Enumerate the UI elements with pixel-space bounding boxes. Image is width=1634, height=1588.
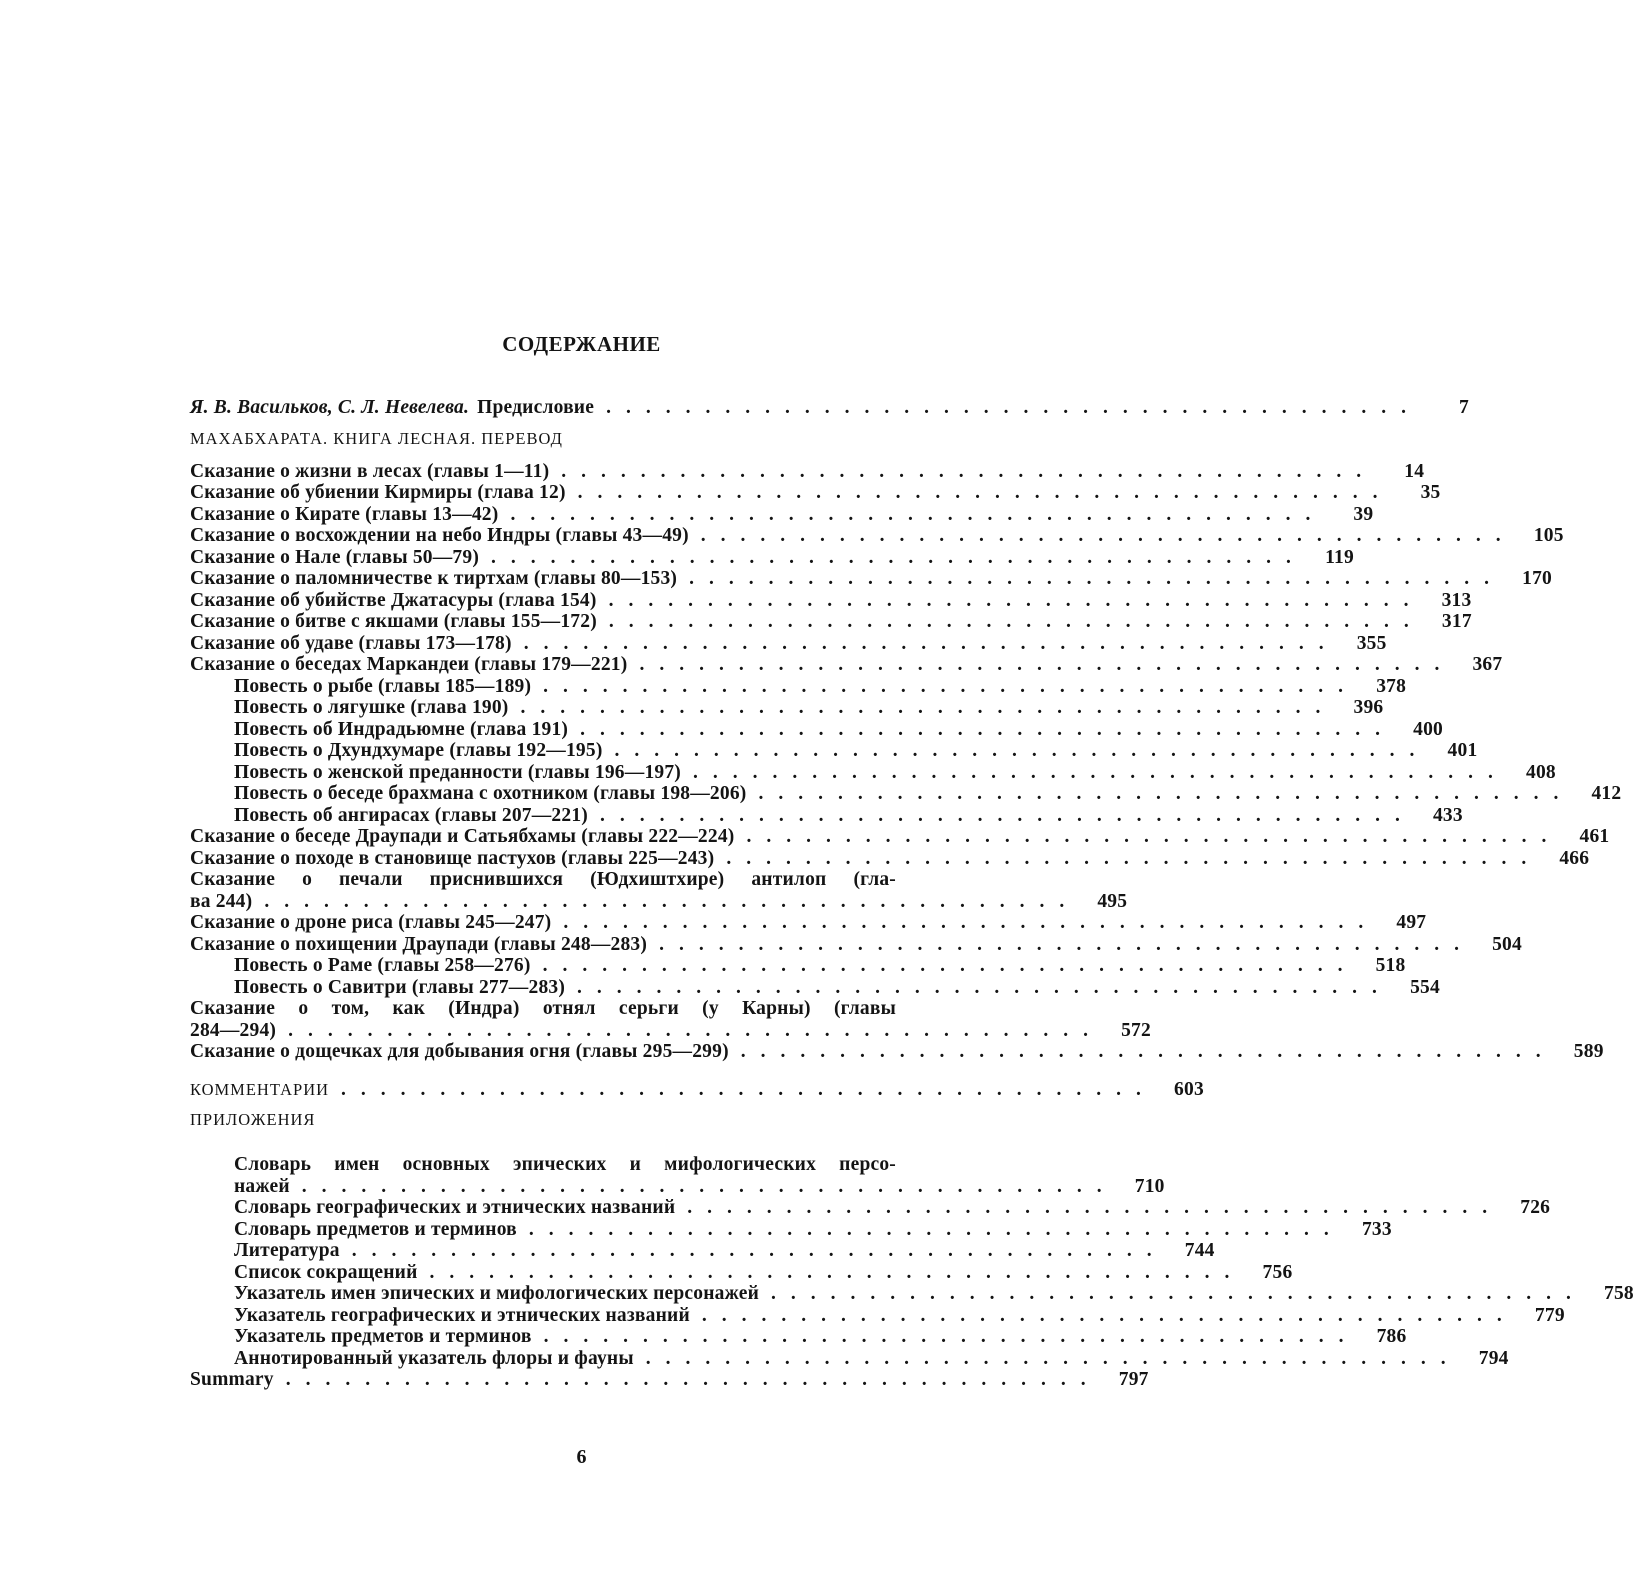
toc-entry [190,654,1503,676]
dot-leader: ......................................... [614,740,1430,761]
dot-leader: ......................................... [700,525,1516,546]
page-title: СОДЕРЖАНИЕ [502,332,661,356]
entry-title: Сказание о похищении Драупади (главы 248—283) [190,933,648,955]
dot-leader: ......................................... [563,912,1379,933]
entry-title: Повесть об ангирасах (главы 207—221) [234,804,588,826]
dot-leader: ......................................... [771,1283,1586,1304]
toc-entry [234,783,1622,805]
page-number: 6 [576,1446,587,1468]
entry-title: Указатель географических и этнических названий [234,1304,690,1326]
dot-leader: ......................................... [608,589,1424,611]
toc-entry [190,546,1354,569]
toc-entry [190,912,1427,934]
toc-entry [190,847,1590,870]
entry-title: Повесть об Индрадьюмне (глава 191) [234,718,569,740]
dot-leader: ......................................... [740,1041,1556,1062]
summary-label: Summary [190,1369,274,1390]
page-ref: 710 [1134,1175,1165,1197]
entry-title-continued: нажей [234,1175,290,1197]
dot-leader: ......................................... [726,847,1542,869]
toc-entry [234,1197,1551,1219]
page-ref: 756 [1262,1261,1293,1283]
page-ref: 779 [1534,1304,1565,1326]
toc-entry [234,1218,1392,1241]
page-ref: 35 [1420,482,1441,503]
toc-entry [190,460,1425,483]
dot-leader: ......................................... [285,1369,1101,1390]
entry-title: Сказание о беседе Драупади и Сатьябхамы (главы 222—224) [190,826,735,847]
toc-entry-preface [190,397,1469,419]
page-ref: 758 [1604,1283,1634,1304]
page-ref: 518 [1375,955,1406,976]
page-ref: 105 [1533,525,1564,546]
entry-title: Сказание о походе в становище пастухов (главы 225—243) [190,847,715,869]
toc-entry [190,611,1472,633]
dot-leader: ......................................... [577,976,1392,998]
toc-entry [190,998,1151,1041]
dot-leader: ......................................... [528,1218,1344,1240]
toc-entry [234,697,1384,719]
dot-leader: ......................................... [608,611,1424,632]
toc-entry-summary [190,1369,1149,1391]
page-ref: 572 [1121,1019,1151,1041]
page-ref: 313 [1441,589,1472,611]
entry-title: Повесть о Савитри (главы 277—283) [234,976,566,998]
toc-entry [234,718,1444,741]
toc-entry [190,869,1128,912]
entry-title: Сказание о Нале (главы 50—79) [190,546,480,568]
dot-leader: ......................................... [746,826,1562,847]
entry-title: Литература [234,1240,340,1261]
toc-entry [190,525,1564,547]
toc-entry [190,1041,1604,1063]
dot-leader: ......................................... [606,397,1421,418]
entry-title: Сказание о восхождении на небо Индры (главы 43—49) [190,525,689,546]
page-ref: 355 [1356,632,1387,654]
page-ref: 461 [1579,826,1610,847]
dot-leader: ......................................... [577,482,1393,503]
page-ref: 733 [1361,1218,1392,1240]
page-ref: 367 [1472,654,1503,675]
toc-entry [234,976,1440,999]
toc-entry [234,1261,1293,1284]
entry-title: Сказание об удаве (главы 173—178) [190,632,512,654]
entry-title: Повесть о Дхундхумаре (главы 192—195) [234,740,603,761]
dot-leader: ......................................... [645,1347,1461,1369]
toc-entry [234,675,1407,698]
toc-entry [234,1347,1509,1370]
page-ref: 401 [1447,740,1478,761]
commentary-label: КОММЕНТАРИИ [190,1079,330,1099]
page-ref: 497 [1396,912,1427,933]
toc-entries [190,460,1622,1063]
entry-title: Сказание об убиении Кирмиры (глава 12) [190,482,566,503]
page-ref: 396 [1353,697,1384,718]
toc-entry [234,1304,1565,1327]
toc-entry [234,1154,1165,1197]
entry-title: Сказание о печали приснившихся (Юдхиштхире) антилоп (гла- [190,869,896,890]
toc-entry [190,482,1441,504]
dot-leader: ......................................... [689,568,1504,589]
page-ref: 603 [1174,1078,1204,1100]
dot-leader: ......................................... [561,460,1377,482]
entry-title: Словарь предметов и терминов [234,1218,517,1240]
entry-title: Сказание о битве с якшами (главы 155—172) [190,611,597,632]
page-ref: 794 [1478,1347,1509,1369]
page-ref: 408 [1526,761,1556,783]
toc-entry [190,933,1522,956]
entry-title-continued: ва 244) [190,890,253,912]
preface-authors: Я. В. Васильков, С. Л. Невелева. [190,397,470,418]
page-ref: 412 [1591,783,1622,804]
toc-entry [234,1283,1634,1305]
dot-leader: ......................................... [429,1261,1245,1283]
dot-leader: ......................................... [687,1197,1503,1218]
entry-title: Повесть о беседе брахмана с охотником (главы 198—206) [234,783,747,804]
dot-leader: ......................................... [758,783,1574,804]
page-ref: 726 [1520,1197,1551,1218]
toc-entry [190,632,1387,655]
page-ref: 554 [1410,976,1440,998]
dot-leader: ......................................... [543,1326,1359,1347]
entry-title-continued: 284—294) [190,1019,277,1041]
dot-leader: ......................................... [510,503,1326,525]
page-ref: 39 [1353,503,1374,525]
dot-leader: ......................................... [520,697,1336,718]
dot-leader: ......................................... [599,804,1415,826]
entry-title: Сказание о Кирате (главы 13—42) [190,503,499,525]
dot-leader: ......................................... [659,933,1474,955]
dot-leader: ......................................... [341,1078,1156,1100]
toc-entry [190,826,1610,848]
section-heading-appendix: ПРИЛОЖЕНИЯ [190,1110,316,1129]
toc-entry-commentary [190,1078,1204,1101]
dot-leader: ......................................... [580,718,1396,740]
page-ref: 14 [1404,460,1425,482]
entry-title: Сказание о жизни в лесах (главы 1—11) [190,460,550,482]
preface-label: Предисловие [477,397,595,418]
dot-leader: ......................................... [288,1019,1103,1041]
entry-title: Словарь имен основных эпических и мифологических персо- [234,1154,896,1175]
toc-entry [190,568,1552,590]
entry-title: Указатель имен эпических и мифологических персонажей [234,1283,759,1304]
entry-title: Повесть о Раме (главы 258—276) [234,955,531,976]
dot-leader: ......................................... [264,890,1080,912]
page-ref: 786 [1376,1326,1407,1347]
dot-leader: ......................................... [301,1175,1117,1197]
dot-leader: ......................................... [542,955,1358,976]
toc-entry [234,740,1478,762]
page-ref: 466 [1559,847,1590,869]
entry-title: Словарь географических и этнических названий [234,1197,676,1218]
toc-entry [234,1240,1215,1262]
entry-title: Повесть о лягушке (глава 190) [234,697,509,718]
entry-title: Сказание об убийстве Джатасуры (глава 154) [190,589,597,611]
dot-leader: ......................................... [523,632,1339,654]
toc-entry [190,503,1374,526]
entry-title: Повесть о женской преданности (главы 196—197) [234,761,681,783]
page-ref: 378 [1376,675,1407,697]
dot-leader: ......................................... [351,1240,1167,1261]
dot-leader: ......................................... [639,654,1455,675]
entry-title: Сказание о дощечках для добывания огня (главы 295—299) [190,1041,729,1062]
dot-leader: ......................................... [543,675,1359,697]
page-ref: 7 [1459,397,1469,418]
table-of-contents [190,397,1634,1391]
appendix-entries [190,1154,1634,1369]
dot-leader: ......................................... [693,761,1508,783]
page-ref: 170 [1522,568,1552,589]
toc-entry [190,589,1472,612]
entry-title: Сказание о том, как (Индра) отнял серьги (у Карны) (главы [190,998,896,1019]
toc-entry [234,1326,1407,1348]
dot-leader: ......................................... [701,1304,1517,1326]
entry-title: Сказание о беседах Маркандеи (главы 179—221) [190,654,628,675]
entry-title: Сказание о дроне риса (главы 245—247) [190,912,552,933]
page-ref: 119 [1325,546,1354,568]
dot-leader: ......................................... [491,546,1306,568]
page-ref: 744 [1184,1240,1215,1261]
toc-entry [234,761,1556,784]
section-heading-translation: МАХАБХАРАТА. КНИГА ЛЕСНАЯ. ПЕРЕВОД [190,428,563,448]
page-ref: 317 [1441,611,1472,632]
toc-entry [234,804,1463,827]
page-ref: 433 [1432,804,1463,826]
entry-title: Повесть о рыбе (главы 185—189) [234,675,532,697]
page-ref: 400 [1413,718,1444,740]
page-ref: 504 [1492,933,1522,955]
page-ref: 495 [1097,890,1128,912]
page-ref: 797 [1118,1369,1149,1390]
entry-title: Указатель предметов и терминов [234,1326,532,1347]
entry-title: Список сокращений [234,1261,418,1283]
entry-title: Сказание о паломничестве к тиртхам (главы 80—153) [190,568,678,589]
toc-entry [234,955,1406,977]
page-ref: 589 [1573,1041,1604,1062]
entry-title: Аннотированный указатель флоры и фауны [234,1347,634,1369]
